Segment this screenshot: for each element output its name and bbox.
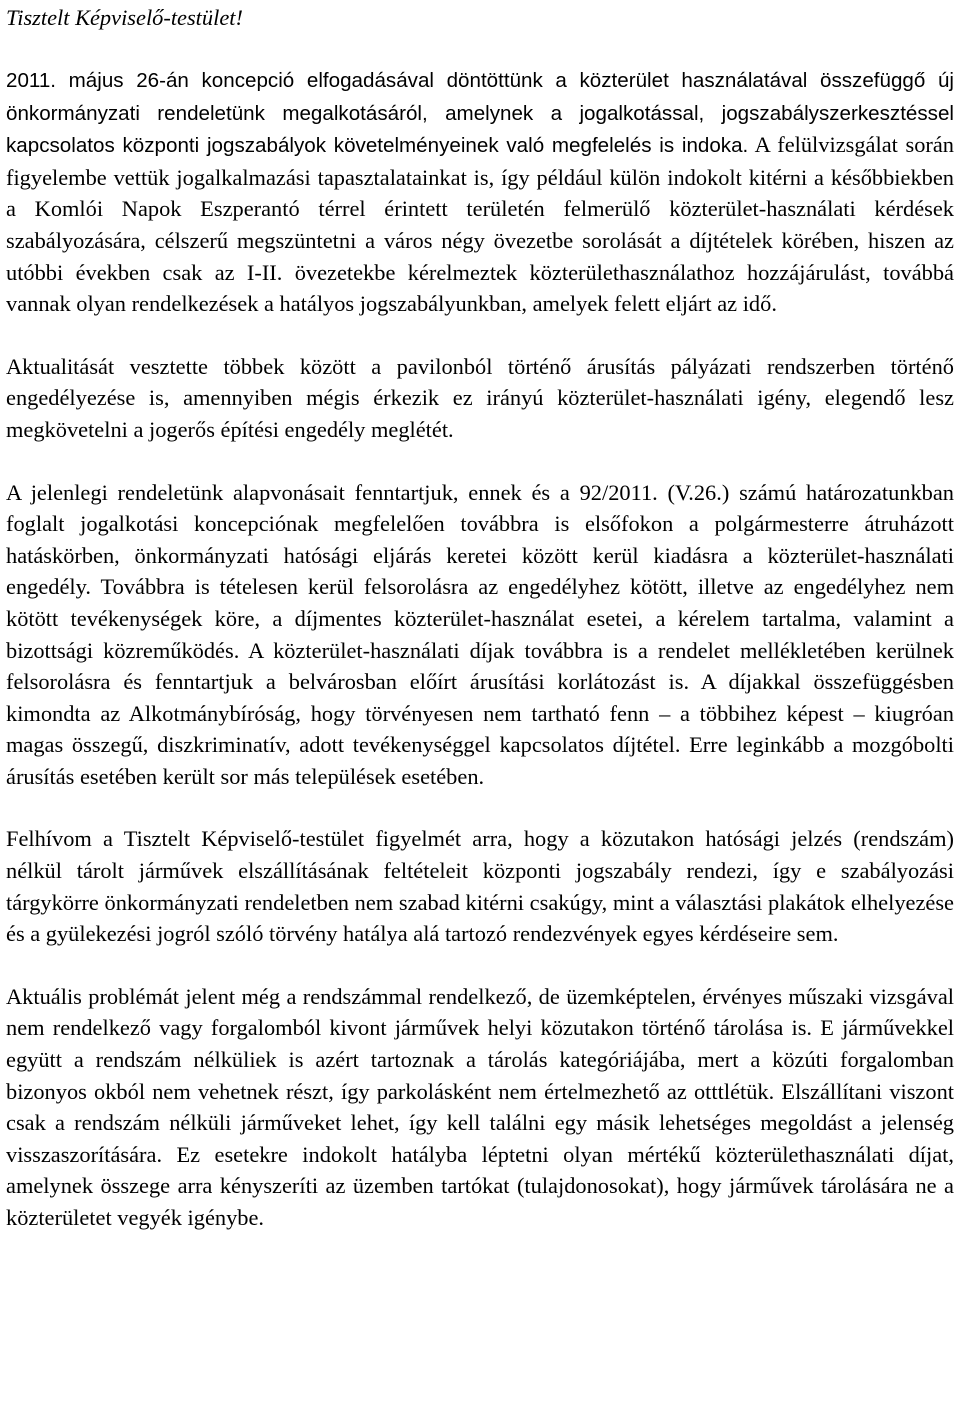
document-page [6, 0, 954, 1234]
paragraph-vehicle-storage: Aktuális problémát jelent még a rendszámmal rendelkező, de üzemképtelen, érvényes műszaki vizsgával nem rendelkező vagy forgalomból kivont járművek helyi közutakon történő tárolása is. E járművekkel együtt a rendszám nélküliek is azért tartoznak a tárolás kategóriájába, mert a közúti forgalomban bizonyos okból nem vehetnek részt, így parkolásként nem értelmezhető az otttlétük. Elszállítani viszont csak a rendszám nélküli járműveket lehet, így kell találni egy másik lehetséges megoldást a jelenség visszaszorítására. Ez esetekre indokolt hatályba léptetni olyan mértékű közterülethasználati díjat, amelynek összege arra kényszeríti az üzemben tartókat (tulajdonosokat), hogy járművek tárolására ne a közterületet vegyék igénybe. [6, 983, 954, 1230]
paragraph-review-text: A felülvizsgálat során figyelembe vettük jogalkalmazási tapasztalatainkat is, így például külön indokolt kitérni a későbbiekben a Komlói Napok Eszperantó térrel érintett területén felmerülő közterület-használati kérdések szabályozására, célszerű megszüntetni a város négy övezetbe sorolását a díjtételek körében, hiszen az utóbbi években csak az I-II. övezetekbe kérelmeztek közterülethasználathoz hozzájárulást, továbbá vannak olyan rendelkezések a hatályos jogszabályunkban, amelyek felett eljárt az idő. [6, 132, 954, 317]
salutation-heading: Tisztelt Képviselő-testület! [6, 5, 243, 30]
paragraph-pavilion-sales: Aktualitását vesztette többek között a pavilonból történő árusítás pályázati rendszerben történő engedélyezése is, amennyiben mégis érkezik ez irányú közterület-használati igény, elegendő lesz megkövetelni a jogerős építési engedély meglétét. [6, 353, 954, 442]
paragraph-vehicle-removal: Felhívom a Tisztelt Képviselő-testület figyelmét arra, hogy a közutakon hatósági jelzés (rendszám) nélkül tárolt járművek elszállításának feltételeit központi jogszabály rendezi, így e szabályozási tárgykörre önkormányzati rendeletben nem szabad kitérni csakúgy, mint a választási plakátok elhelyezése és a gyülekezési jogról szóló törvény hatálya alá tartozó rendezvények egyes kérdéseire sem. [6, 826, 954, 947]
paragraph-current-regulation: A jelenlegi rendeletünk alapvonásait fenntartjuk, ennek és a 92/2011. (V.26.) számú határozatunkban foglalt jogalkotási koncepciónak megfelelően továbbra is elsőfokon a polgármesterre átruházott hatáskörben, önkormányzati hatósági eljárás keretei között kerül kiadásra a közterület-használati engedély. Továbbra is tételesen kerül felsorolásra az engedélyhez kötött, illetve az engedélyhez nem kötött tevékenységek köre, a díjmentes közterület-használat esetei, a kérelem tartalma, valamint a bizottsági közreműködés. A közterület-használati díjak továbbra is a rendelet mellékletében kerülnek felsorolásra és fenntartjuk a belvárosban előírt árusítási korlátozást is. A díjakkal összefüggésben kimondta az Alkotmánybíróság, hogy törvényesen nem tartható fenn – a többihez képest – kiugróan magas összegű, diszkriminatív, adott tevékenységgel kapcsolatos díjtétel. Erre leginkább a mozgóbolti árusítás esetében került sor más települések esetében. [6, 479, 954, 789]
paragraph-intro-text: 2011. május 26-án koncepció elfogadásával döntöttünk a közterület használatával összefüggő új önkormányzati rendeletünk megalkotásáról, amelynek a jogalkotással, jogszabályszerkesztéssel kapcsolatos központi jogszabályok követelményeinek való megfelelés is indoka. [6, 69, 954, 158]
paragraph-concept-adoption [6, 64, 954, 320]
